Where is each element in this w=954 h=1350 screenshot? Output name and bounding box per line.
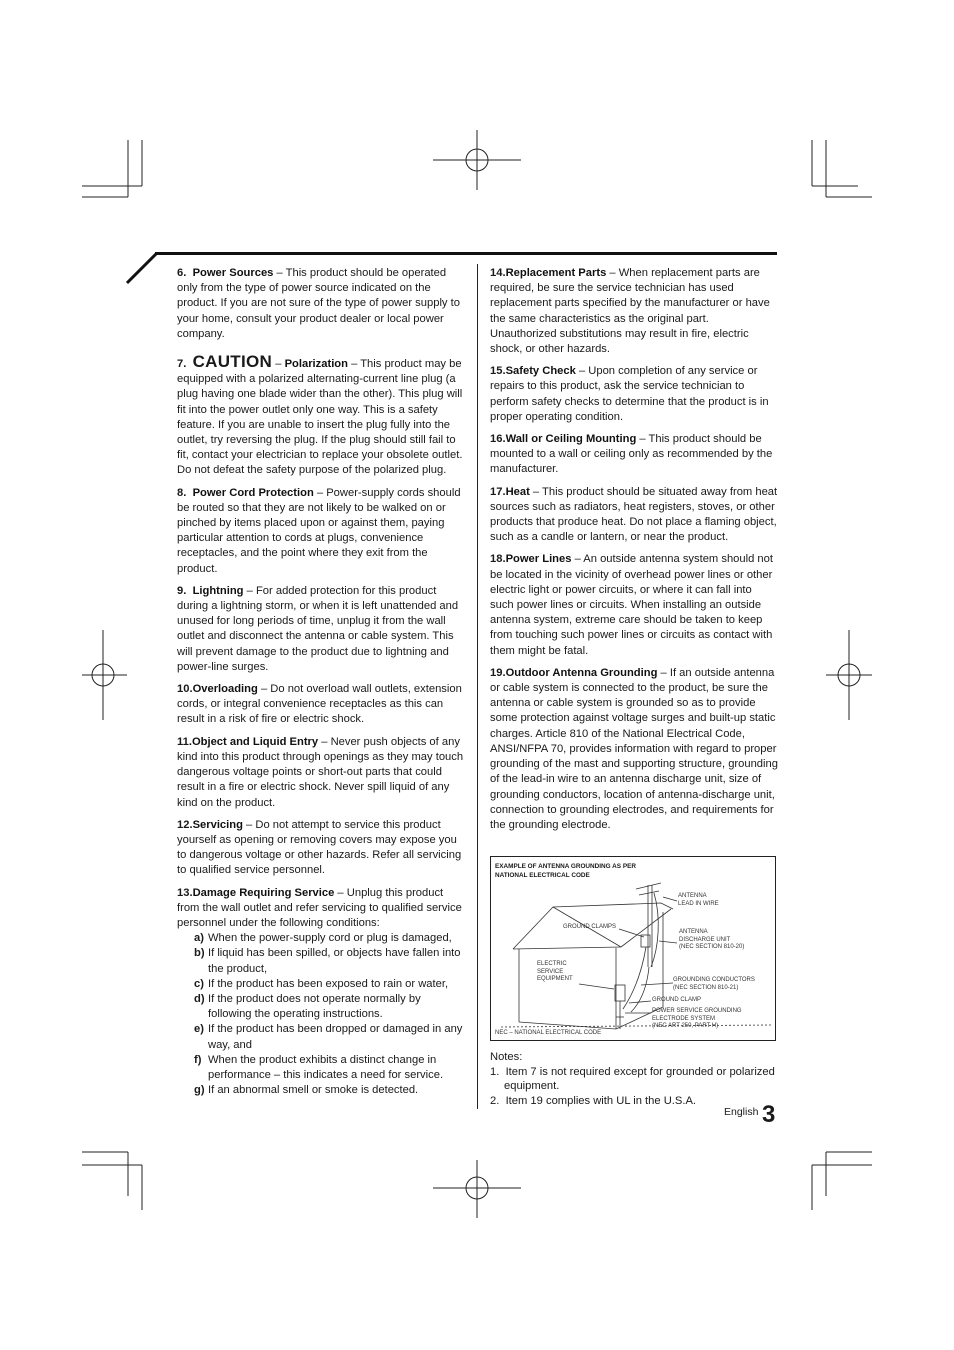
item-number: 7. [177, 358, 187, 371]
condition-letter: b) [194, 947, 205, 960]
safety-item-18 [490, 552, 778, 658]
item-number: 18. [490, 553, 506, 566]
diagram-title-line1: EXAMPLE OF ANTENNA GROUNDING AS PER [495, 863, 636, 870]
condition-letter: e) [194, 1023, 204, 1036]
safety-item-17 [490, 485, 778, 546]
item-title: Power Sources [192, 267, 274, 279]
item-title: Replacement Parts [505, 267, 607, 279]
item-title: Servicing [192, 818, 243, 831]
item-title: Object and Liquid Entry [191, 735, 319, 748]
safety-item-8 [177, 486, 465, 577]
condition-text: If an abnormal smell or smoke is detected. [208, 1084, 419, 1097]
label-grounding-conductors: GROUNDING CONDUCTORS (NEC SECTION 810-21) [673, 977, 755, 991]
condition-text: If liquid has been spilled, or objects have fallen into the product, [208, 947, 461, 975]
label-antenna-discharge-unit: ANTENNA DISCHARGE UNIT (NEC SECTION 810-20) [679, 929, 745, 950]
item-number: 13. [177, 886, 193, 899]
label-ground-clamps: GROUND CLAMPS [563, 924, 617, 930]
note-text: Item 7 is not required except for grounded or polarized equipment. [504, 1065, 775, 1092]
caution-logo: CAUTION [192, 352, 273, 372]
safety-item-7-caution: 7. CAUTION – Polarization – This product may be equipped with a polarized alternating-current line plug (a plug having one blade wider than the other). This plug will fit into the power outlet only one way. This is a safety feature. If you are unable to insert the plug fully into the outlet, try reversing the plug. If the plug should still fail to fit, contact your electrician to replace your obsolete outlet. Do not defeat the safety purpose of the polarized plug. [177, 352, 463, 477]
safety-item-19 [490, 666, 778, 833]
item-text: – Do not overload wall outlets, extension cords, or integral convenience receptacles as this can result in a risk of fire or electric shock. [177, 683, 462, 726]
item-text: – Unplug this product from the wall outlet and refer servicing to qualified service personnel under the following conditions: [177, 886, 462, 929]
condition-e [177, 1022, 465, 1052]
item-title: Wall or Ceiling Mounting [505, 433, 637, 446]
item-number: 9. [177, 584, 187, 597]
safety-item-15 [490, 364, 778, 425]
label-nec-note: NEC – NATIONAL ELECTRICAL CODE [495, 1030, 602, 1036]
item-title: Safety Check [505, 365, 576, 378]
item-text: – Do not attempt to service this product yourself as opening or removing covers may expose you to dangerous voltage or other hazards. Refer all servicing to qualified service personnel. [177, 818, 462, 877]
item-number: 11. [177, 735, 192, 748]
note-1 [490, 1065, 778, 1094]
safety-item-6 [177, 266, 465, 342]
item-number: 17. [490, 485, 506, 498]
label-antenna-lead-in-wire: ANTENNA LEAD IN WIRE [678, 893, 719, 907]
right-column [490, 266, 778, 840]
condition-b [177, 946, 465, 976]
item-text: – This product may be equipped with a polarized alternating-current line plug (a plug having one blade wider than the other). This plug will fit into the power outlet only one way. This is a safety feature. If you are unable to insert the plug fully into the outlet, try reversing the plug. If the plug should still fail to fit, contact your electrician to replace your obsolete outlet. Do not defeat the safety purpose of the polarized plug. [177, 358, 463, 477]
item-title: Outdoor Antenna Grounding [505, 666, 658, 679]
condition-letter: c) [194, 977, 204, 990]
safety-item-10 [177, 682, 465, 728]
header-slant-graphic [124, 250, 164, 290]
left-column [177, 266, 465, 1098]
footer-language: English [724, 1106, 759, 1118]
item-text: – Never push objects of any kind into this product through openings as they may touch dangerous voltage points or short-out parts that could result in a fire or electric shock. Never spill liquid of any kind on the product. [177, 735, 464, 809]
safety-item-13 [177, 886, 465, 932]
item-text: – If an outside antenna or cable system is connected to the product, be sure the antenna or cable system is grounded so as to provide some protection against voltage surges and built-up static charges. Article 810 of the National Electrical Code, ANSI/NFPA 70, provides information with regard to proper grounding of the mast and supporting structure, grounding of the lead-in wire to an antenna discharge unit, size of grounding conductors, location of antenna-discharge unit, connection to grounding electrodes, and requirements for the grounding electrode. [490, 666, 778, 831]
note-number: 2. [490, 1094, 500, 1107]
item-number: 10. [177, 683, 193, 696]
note-text: Item 19 complies with UL in the U.S.A. [505, 1094, 697, 1107]
notes-section [490, 1050, 778, 1108]
condition-text: If the product has been exposed to rain or water, [208, 977, 449, 990]
note-number: 1. [490, 1065, 500, 1078]
diagram-title-line2: NATIONAL ELECTRICAL CODE [495, 872, 590, 879]
item-title: Damage Requiring Service [192, 886, 335, 899]
antenna-grounding-diagram [490, 856, 776, 1041]
item-text: – An outside antenna system should not be located in the vicinity of overhead power lines or other electric light or power circuits, or where it can fall into such power lines or circuits. When installing an outside antenna system, extreme care should be taken to keep from touching such power lines or circuits as contact with them might be fatal. [490, 553, 773, 657]
label-electric-service-equipment: ELECTRIC SERVICE EQUIPMENT [537, 961, 573, 982]
page-number: 3 [762, 1101, 776, 1128]
item-text: – For added protection for this product during a lightning storm, or when it is left unattended and unused for long periods of time, unplug it from the wall outlet and disconnect the antenna or cable system. This will prevent damage to the product due to lightning and power-line surges. [177, 584, 459, 673]
item-number: 6. [177, 267, 187, 279]
condition-letter: d) [194, 992, 205, 1005]
item-number: 14. [490, 267, 506, 279]
condition-letter: f) [194, 1053, 202, 1066]
column-divider [477, 264, 478, 1109]
item-number: 16. [490, 433, 506, 446]
item-text: – When replacement parts are required, be sure the service technician has used replacement parts specified by the manufacturer or have the same characteristics as the original part. Unauthorized substitutions may result in fire, electric shock, or other hazards. [490, 267, 770, 356]
item-text: – This product should be operated only from the type of power source indicated on the product. If you are not sure of the type of power supply to your home, consult your product dealer or local power company. [177, 267, 460, 340]
item-text: – This product should be mounted to a wall or ceiling only as recommended by the manufacturer. [490, 433, 773, 476]
item-text: – Power-supply cords should be routed so that they are not likely to be walked on or pinched by items placed upon or against them, paying particular attention to cords at plugs, convenience receptacles, and the point where they exit from the product. [177, 486, 461, 575]
item-title: Overloading [192, 683, 258, 696]
item-number: 19. [490, 666, 506, 679]
condition-f [177, 1053, 465, 1083]
item-title: Heat [505, 485, 530, 498]
item-title: Power Lines [505, 553, 572, 566]
item-number: 8. [177, 486, 187, 499]
item-number: 12. [177, 818, 193, 831]
condition-text: When the product exhibits a distinct change in performance – this indicates a need for service. [208, 1053, 444, 1081]
item-text: – Upon completion of any service or repairs to this product, ask the service technician to perform safety checks to determine that the product is in proper operating condition. [490, 365, 769, 423]
header-rule [155, 252, 777, 255]
condition-c [177, 977, 465, 992]
item-title: Power Cord Protection [192, 486, 314, 499]
item-number: 15. [490, 365, 506, 378]
safety-item-16 [490, 432, 778, 478]
condition-letter: a) [194, 932, 204, 945]
condition-g [177, 1083, 465, 1098]
label-power-service-grounding: POWER SERVICE GROUNDING ELECTRODE SYSTEM (NEC ART 250, PART H) [652, 1008, 742, 1029]
safety-item-11 [177, 735, 465, 811]
safety-item-9 [177, 584, 465, 675]
condition-text: If the product has been dropped or damaged in any way, and [208, 1023, 463, 1051]
item-title: Polarization [284, 358, 348, 371]
condition-a [177, 931, 465, 946]
item-title: Lightning [192, 584, 244, 597]
condition-text: If the product does not operate normally by following the operating instructions. [208, 992, 421, 1021]
notes-heading: Notes: [490, 1051, 523, 1063]
safety-item-12 [177, 818, 465, 879]
condition-letter: g) [194, 1084, 205, 1097]
safety-item-14 [490, 266, 778, 357]
condition-text: When the power-supply cord or plug is damaged, [208, 932, 452, 945]
condition-d [177, 992, 465, 1022]
item-text: – This product should be situated away from heat sources such as radiators, heat registers, stoves, or other products that produce heat. Do not place a flaming object, such as a candle or lantern, or near the product. [490, 485, 778, 544]
label-ground-clamp: GROUND CLAMP [652, 997, 702, 1003]
service-conditions-list [177, 931, 465, 1098]
